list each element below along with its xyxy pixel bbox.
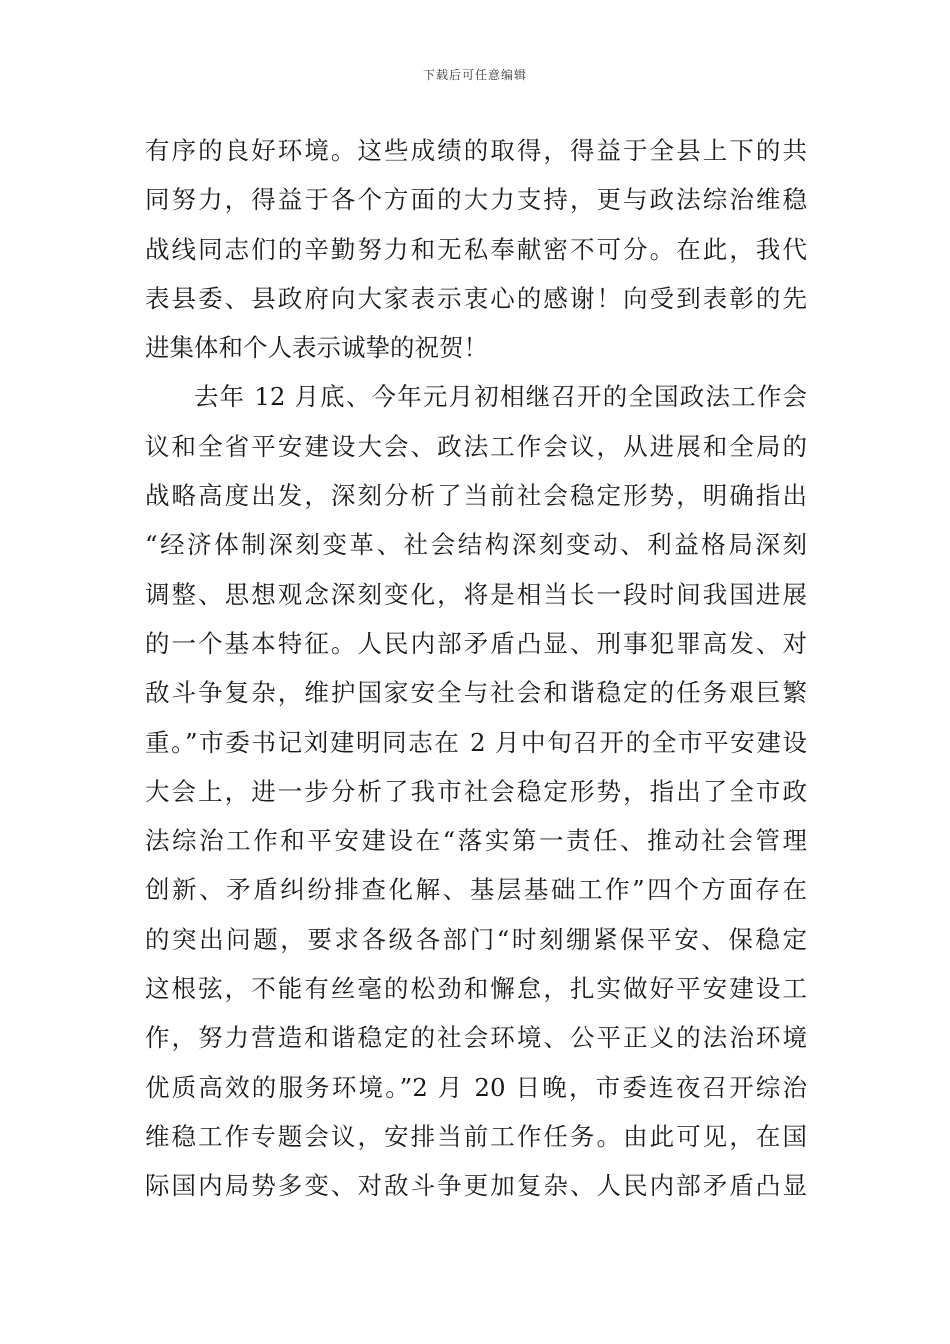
text-line: 议和全省平安建设大会、政法工作会议，从进展和全局的 — [145, 431, 807, 461]
text-line: 法综治工作和平安建设在“落实第一责任、推动社会管理 — [145, 826, 807, 856]
text-line: 有序的良好环境。这些成绩的取得，得益于全县上下的共 — [145, 136, 807, 165]
text-line: “经济体制深刻变革、社会结构深刻变动、利益格局深刻 — [145, 530, 807, 560]
text-line: 作，努力营造和谐稳定的社会环境、公平正义的法治环境 — [145, 1023, 807, 1053]
text-line: 的一个基本特征。人民内部矛盾凸显、刑事犯罪高发、对 — [145, 628, 807, 658]
text-line: 战略高度出发，深刻分析了当前社会稳定形势，明确指出 — [145, 481, 807, 511]
text-line: 这根弦，不能有丝毫的松劲和懈怠，扎实做好平安建设工 — [145, 974, 807, 1004]
text-line: 进集体和个人表示诚挚的祝贺！ — [145, 333, 488, 363]
paragraph-first-line: 去年 12 月底、今年元月初相继召开的全国政法工作会 — [194, 382, 807, 412]
text-line: 的突出问题，要求各级各部门“时刻绷紧保平安、保稳定 — [145, 924, 807, 954]
text-line: 战线同志们的辛勤努力和无私奉献密不可分。在此，我代 — [145, 234, 807, 264]
text-line: 表县委、县政府向大家表示衷心的感谢！向受到表彰的先 — [145, 283, 807, 313]
text-line: 同努力，得益于各个方面的大力支持，更与政法综治维稳 — [145, 185, 807, 215]
text-line: 调整、思想观念深刻变化，将是相当长一段时间我国进展 — [145, 579, 807, 609]
text-line: 创新、矛盾纠纷排查化解、基层基础工作”四个方面存在 — [145, 875, 807, 905]
text-line: 重。”市委书记刘建明同志在 2 月中旬召开的全市平安建设 — [145, 727, 807, 757]
text-line: 大会上，进一步分析了我市社会稳定形势，指出了全市政 — [145, 776, 807, 806]
text-line: 敌斗争复杂，维护国家安全与社会和谐稳定的任务艰巨繁 — [145, 678, 807, 708]
page-header: 下载后可任意编辑 — [422, 68, 527, 82]
text-line: 维稳工作专题会议，安排当前工作任务。由此可见，在国 — [145, 1121, 807, 1151]
document-body — [145, 126, 807, 1211]
text-line: 际国内局势多变、对敌斗争更加复杂、人民内部矛盾凸显 — [145, 1171, 807, 1201]
text-line: 优质高效的服务环境。”2 月 20 日晚，市委连夜召开综治 — [145, 1072, 807, 1102]
